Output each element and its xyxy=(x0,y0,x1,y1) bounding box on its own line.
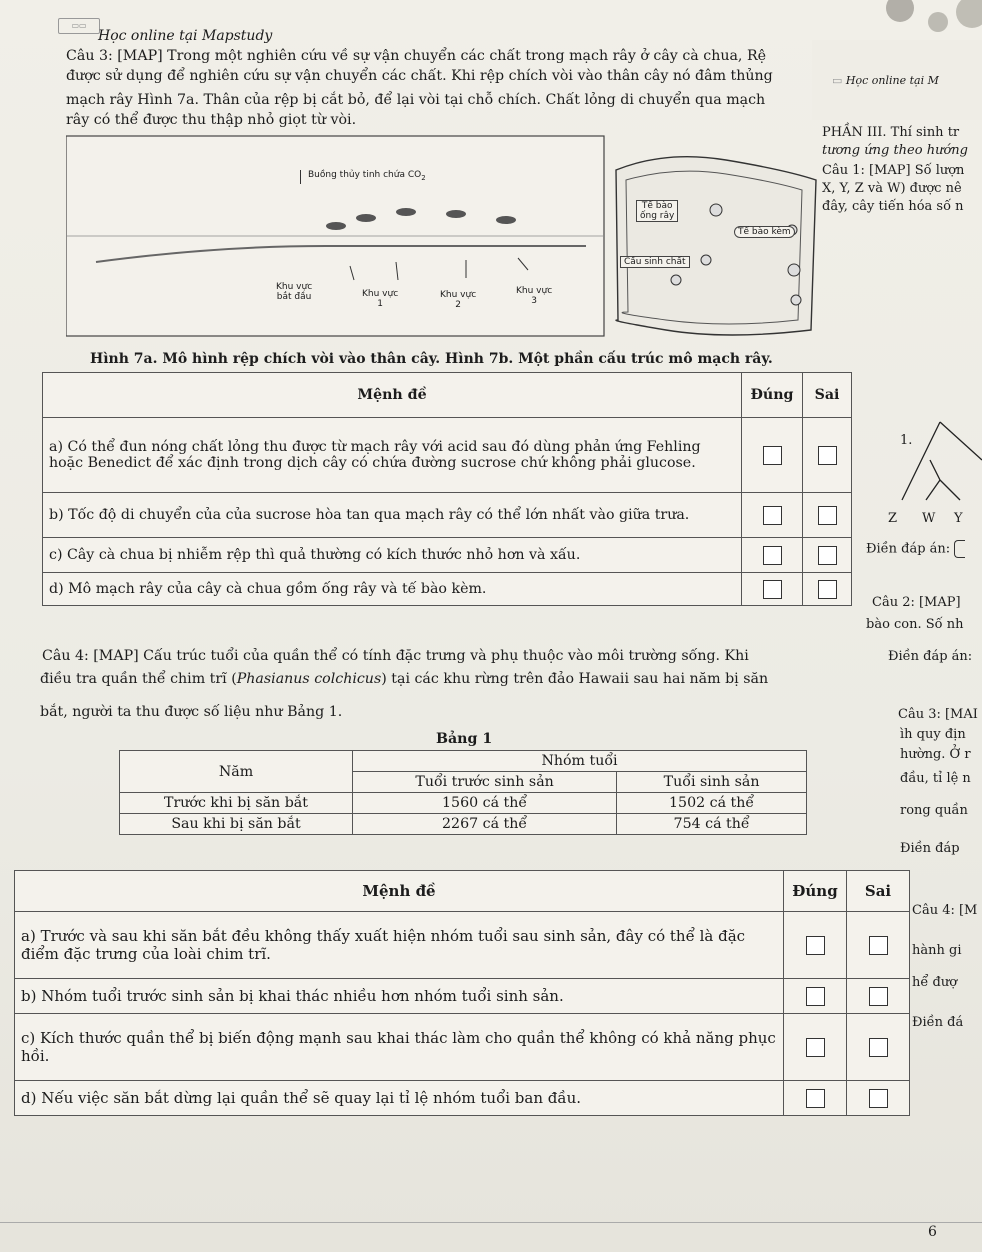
q4-table xyxy=(14,870,910,1116)
q3-line-2: được sử dụng để nghiên cứu sự vận chuyển các chất. Khi rệp chích vòi vào thân cây nó đâm thủng xyxy=(66,68,773,84)
true-checkbox-a[interactable] xyxy=(742,418,803,493)
tree-number: 1. xyxy=(900,433,913,448)
tree-leaf-z: Z xyxy=(888,511,898,526)
statement-b: b) Tốc độ di chuyển của của sucrose hòa tan qua mạch rây có thể lớn nhất vào giữa trưa. xyxy=(43,493,742,538)
fig7b-sieve-label: Tế bào ống rây xyxy=(636,200,678,222)
statement-a: a) Trước và sau khi săn bắt đều không thấy xuất hiện nhóm tuổi sau sinh sản, đây có thể là đặc điểm đặc trưng của loài chim trĩ. xyxy=(15,912,784,979)
false-checkbox-a[interactable] xyxy=(803,418,852,493)
table-row xyxy=(43,573,852,606)
cau3-line2: ìh quy địn xyxy=(900,727,966,742)
cau4-line3: hể đượ xyxy=(912,975,958,990)
statement-b: b) Nhóm tuổi trước sinh sản bị khai thác nhiều hơn nhóm tuổi sinh sản. xyxy=(15,979,784,1014)
q3-line-1: Câu 3: [MAP] Trong một nghiên cứu về sự vận chuyển các chất trong mạch rây ở cây cà chua, Rệ xyxy=(66,48,767,64)
checkbox[interactable] xyxy=(763,506,782,525)
fig7a-zone-start: Khu vực bắt đầu xyxy=(276,282,313,302)
header-reproductive: Tuổi sinh sản xyxy=(617,772,807,793)
header-statement: Mệnh đề xyxy=(43,373,742,418)
mapstudy-logo-icon: ▭▭ xyxy=(58,18,100,34)
checkbox[interactable] xyxy=(818,580,837,599)
table-row xyxy=(120,751,807,772)
checkbox[interactable] xyxy=(806,987,825,1006)
checkbox[interactable] xyxy=(763,446,782,465)
header-true: Đúng xyxy=(784,871,847,912)
table-header-row xyxy=(43,373,852,418)
row-year: Trước khi bị săn bắt xyxy=(120,793,353,814)
cau1-line1: Câu 1: [MAP] Số lượn xyxy=(822,163,965,178)
table-row xyxy=(120,814,807,835)
part3-title: PHẦN III. Thí sinh tr xyxy=(822,125,960,140)
table-row xyxy=(43,538,852,573)
false-checkbox-c[interactable] xyxy=(803,538,852,573)
true-checkbox-a[interactable] xyxy=(784,912,847,979)
fig7a-zone-1: Khu vực 1 xyxy=(362,289,399,309)
table-header-row xyxy=(15,871,910,912)
fig7a-zone-2: Khu vực 2 xyxy=(440,290,477,310)
q4-line-3: bắt, người ta thu được số liệu như Bảng 1. xyxy=(40,704,343,720)
statement-c: c) Cây cà chua bị nhiễm rệp thì quả thường có kích thước nhỏ hơn và xấu. xyxy=(43,538,742,573)
fig7a-pointer xyxy=(300,170,307,184)
table-row xyxy=(15,979,910,1014)
cau1-answer-label: Điền đáp án: xyxy=(866,540,965,558)
false-checkbox-b[interactable] xyxy=(847,979,910,1014)
figure-caption: Hình 7a. Mô hình rệp chích vòi vào thân cây. Hình 7b. Một phần cấu trúc mô mạch rây. xyxy=(90,351,773,367)
q3-line-4: rây có thể được thu thập nhỏ giọt từ vòi. xyxy=(66,112,357,128)
false-checkbox-c[interactable] xyxy=(847,1014,910,1081)
checkbox[interactable] xyxy=(869,936,888,955)
part3-line2: tương ứng theo hướng xyxy=(822,143,968,158)
false-checkbox-d[interactable] xyxy=(803,573,852,606)
false-checkbox-a[interactable] xyxy=(847,912,910,979)
header-pre-reproductive: Tuổi trước sinh sản xyxy=(353,772,617,793)
checkbox[interactable] xyxy=(806,1089,825,1108)
row-rep: 754 cá thể xyxy=(617,814,807,835)
cau1-line3: đây, cây tiến hóa số n xyxy=(822,199,964,214)
q3-line-3: mạch rây Hình 7a. Thân của rệp bị cắt bỏ, để lại vòi tại chỗ chích. Chất lỏng di chuyển qua mạch xyxy=(66,92,766,108)
footer-rule xyxy=(0,1222,982,1223)
cau2-answer-label: Điền đáp án: xyxy=(888,649,973,664)
checkbox[interactable] xyxy=(818,546,837,565)
table-row xyxy=(43,493,852,538)
cau4-line1: Câu 4: [M xyxy=(912,903,978,918)
figure-7a xyxy=(66,128,606,338)
q4-line-1: Câu 4: [MAP] Cấu trúc tuổi của quần thể có tính đặc trưng và phụ thuộc vào môi trường sống. Khi xyxy=(42,648,749,664)
fig7a-zone-3: Khu vực 3 xyxy=(516,286,553,306)
mapstudy-logo-icon-small: ▭ xyxy=(832,74,846,87)
true-checkbox-b[interactable] xyxy=(784,979,847,1014)
checkbox[interactable] xyxy=(818,506,837,525)
false-checkbox-d[interactable] xyxy=(847,1081,910,1116)
cau3-line5: rong quần xyxy=(900,803,968,818)
decorative-logo xyxy=(880,0,982,40)
checkbox[interactable] xyxy=(869,1089,888,1108)
true-checkbox-b[interactable] xyxy=(742,493,803,538)
table-row xyxy=(15,1081,910,1116)
fig7b-companion-label: Tế bào kèm xyxy=(734,226,795,238)
cau2-line2: bào con. Số nh xyxy=(866,617,964,632)
tree-leaf-y: Y xyxy=(954,511,963,526)
cau1-line2: X, Y, Z và W) được nê xyxy=(822,181,962,196)
fig7b-plasmodesmata-label: Cầu sinh chất xyxy=(620,256,690,268)
table-row xyxy=(15,1014,910,1081)
header-year: Năm xyxy=(120,751,353,793)
table-row xyxy=(120,793,807,814)
row-pre: 1560 cá thể xyxy=(353,793,617,814)
checkbox[interactable] xyxy=(806,936,825,955)
table-row xyxy=(15,912,910,979)
q4-line-2: điều tra quần thể chim trĩ (Phasianus colchicus) tại các khu rừng trên đảo Hawaii sau hai năm bị săn xyxy=(40,671,769,687)
cau3-line6: Điền đáp xyxy=(900,841,960,856)
tree-leaf-w: W xyxy=(922,511,936,526)
table-row xyxy=(43,418,852,493)
row-year: Sau khi bị săn bắt xyxy=(120,814,353,835)
checkbox[interactable] xyxy=(763,546,782,565)
row-rep: 1502 cá thể xyxy=(617,793,807,814)
cau3-line4: đầu, tỉ lệ n xyxy=(900,771,971,786)
cau4-line2: hành gi xyxy=(912,943,962,958)
cau2-line1: Câu 2: [MAP] xyxy=(872,595,961,610)
header-brand: Học online tại Mapstudy xyxy=(98,28,273,44)
fig7a-chamber-label: Buồng thủy tinh chứa $CO_2$ xyxy=(308,170,426,182)
checkbox[interactable] xyxy=(869,987,888,1006)
checkbox[interactable] xyxy=(818,446,837,465)
true-checkbox-d[interactable] xyxy=(742,573,803,606)
right-brand: ▭ Học online tại M xyxy=(832,74,939,87)
header-statement: Mệnh đề xyxy=(15,871,784,912)
phylogenetic-tree-diagram xyxy=(890,420,982,520)
cau4-line4: Điền đá xyxy=(912,1015,964,1030)
checkbox[interactable] xyxy=(763,580,782,599)
checkbox[interactable] xyxy=(869,1038,888,1057)
true-checkbox-c[interactable] xyxy=(742,538,803,573)
false-checkbox-b[interactable] xyxy=(803,493,852,538)
row-pre: 2267 cá thể xyxy=(353,814,617,835)
cau3-line1: Câu 3: [MAI xyxy=(898,707,978,722)
cau3-line3: hường. Ở r xyxy=(900,747,971,762)
statement-c: c) Kích thước quần thể bị biến động mạnh sau khai thác làm cho quần thể không có khả năng phục hồi. xyxy=(15,1014,784,1081)
page-number: 6 xyxy=(928,1224,937,1240)
true-checkbox-c[interactable] xyxy=(784,1014,847,1081)
q3-table xyxy=(42,372,852,606)
statement-d: d) Mô mạch rây của cây cà chua gồm ống rây và tế bào kèm. xyxy=(43,573,742,606)
table-1 xyxy=(119,750,807,835)
answer-box-1[interactable] xyxy=(954,540,965,558)
true-checkbox-d[interactable] xyxy=(784,1081,847,1116)
species-name: Phasianus colchicus xyxy=(236,671,382,687)
header-false: Sai xyxy=(847,871,910,912)
header-false: Sai xyxy=(803,373,852,418)
statement-d: d) Nếu việc săn bắt dừng lại quần thể sẽ quay lại tỉ lệ nhóm tuổi ban đầu. xyxy=(15,1081,784,1116)
statement-a: a) Có thể đun nóng chất lỏng thu được từ mạch rây với acid sau đó dùng phản ứng Fehling hoặc Benedict để xác định trong dịch cây có chứa đường sucrose chứ không phải glucose. xyxy=(43,418,742,493)
checkbox[interactable] xyxy=(806,1038,825,1057)
header-age-group: Nhóm tuổi xyxy=(353,751,807,772)
header-true: Đúng xyxy=(742,373,803,418)
figure-7b xyxy=(606,150,821,340)
table1-title: Bảng 1 xyxy=(436,731,493,747)
